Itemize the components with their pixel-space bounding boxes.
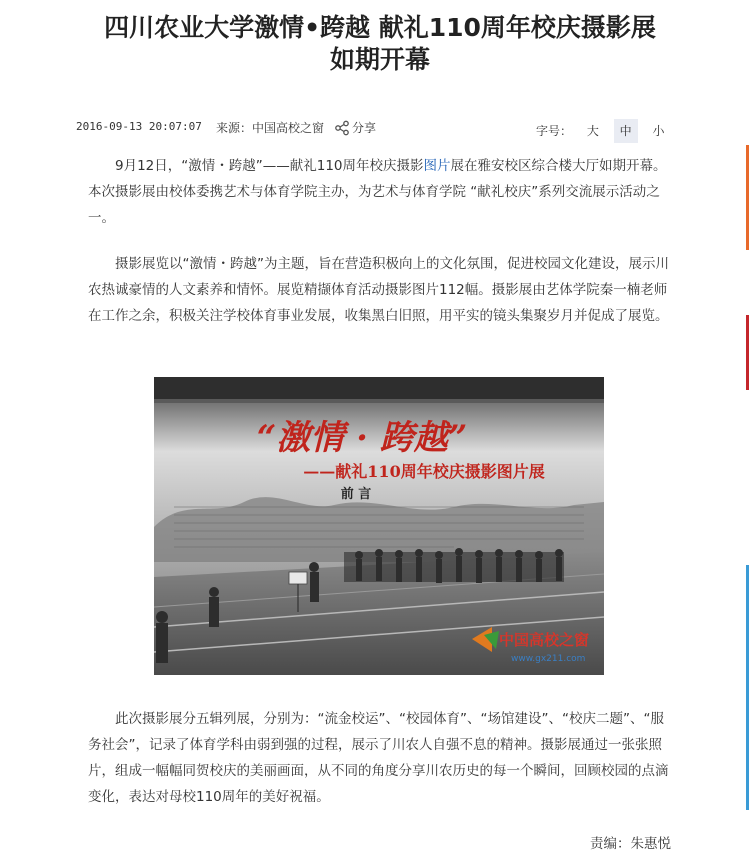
- font-size-small[interactable]: 小: [652, 124, 665, 138]
- font-size-medium[interactable]: 中: [614, 119, 638, 143]
- font-size-large[interactable]: 大: [586, 124, 599, 138]
- article-meta: [76, 118, 686, 138]
- photo-link[interactable]: 图片: [423, 158, 451, 174]
- title-line-1: 四川农业大学激情•跨越 献礼110周年校庆摄影展: [104, 13, 656, 42]
- font-size-switcher: [536, 119, 671, 143]
- article-source: 来源：中国高校之窗: [216, 121, 325, 135]
- paragraph-1: 9月12日，“激情・跨越”——献礼110周年校庆摄影图片展在雅安校区综合楼大厅如期开幕。本次摄影展由校体委携艺术与体育学院主办，为艺术与体育学院 “献礼校庆”系列交流展示活动之一。: [88, 158, 667, 226]
- title-line-2: 如期开幕: [329, 45, 430, 74]
- font-size-label: 字号：: [536, 124, 573, 138]
- banner-subtitle: ——献礼110周年校庆摄影图片展: [303, 462, 545, 481]
- share-icon: [334, 120, 350, 136]
- paragraph-2: 摄影展览以“激情・跨越”为主题，旨在营造积极向上的文化氛围，促进校园文化建设，展示川农热诚豪情的人文素养和情怀。展览精撷体育活动摄影图片112幅。摄影展由艺体学院秦一楠老师在工作之余，积极关注学校体育事业发展，收集黑白旧照，用平实的镜头集聚岁月并促成了展览。: [88, 256, 669, 324]
- share-button[interactable]: [334, 119, 376, 136]
- exhibition-photo: [154, 377, 604, 675]
- publish-date: 2016-09-13 20:07:07: [76, 120, 202, 133]
- watermark-url: www.gx211.com: [511, 654, 586, 664]
- paragraph-3: 此次摄影展分五辑列展，分别为：“流金校运”、“校园体育”、“场馆建设”、“校庆二题”、“服务社会”，记录了体育学科由弱到强的过程，展示了川农人自强不息的精神。摄影展通过一张张照片，组成一幅幅同贺校庆的美丽画面，从不同的角度分享川农历史的每一个瞬间，回顾校园的点滴变化，表达对母校110周年的美好祝福。: [88, 711, 669, 805]
- banner-title: “激情 · 跨越”: [256, 418, 468, 458]
- share-label: 分享: [352, 121, 377, 135]
- article-title: [60, 12, 700, 76]
- editor-credit: 责编：朱惠悦: [590, 836, 671, 852]
- banner-preface: 前 言: [340, 487, 372, 502]
- watermark-text: 中国高校之窗: [499, 631, 590, 649]
